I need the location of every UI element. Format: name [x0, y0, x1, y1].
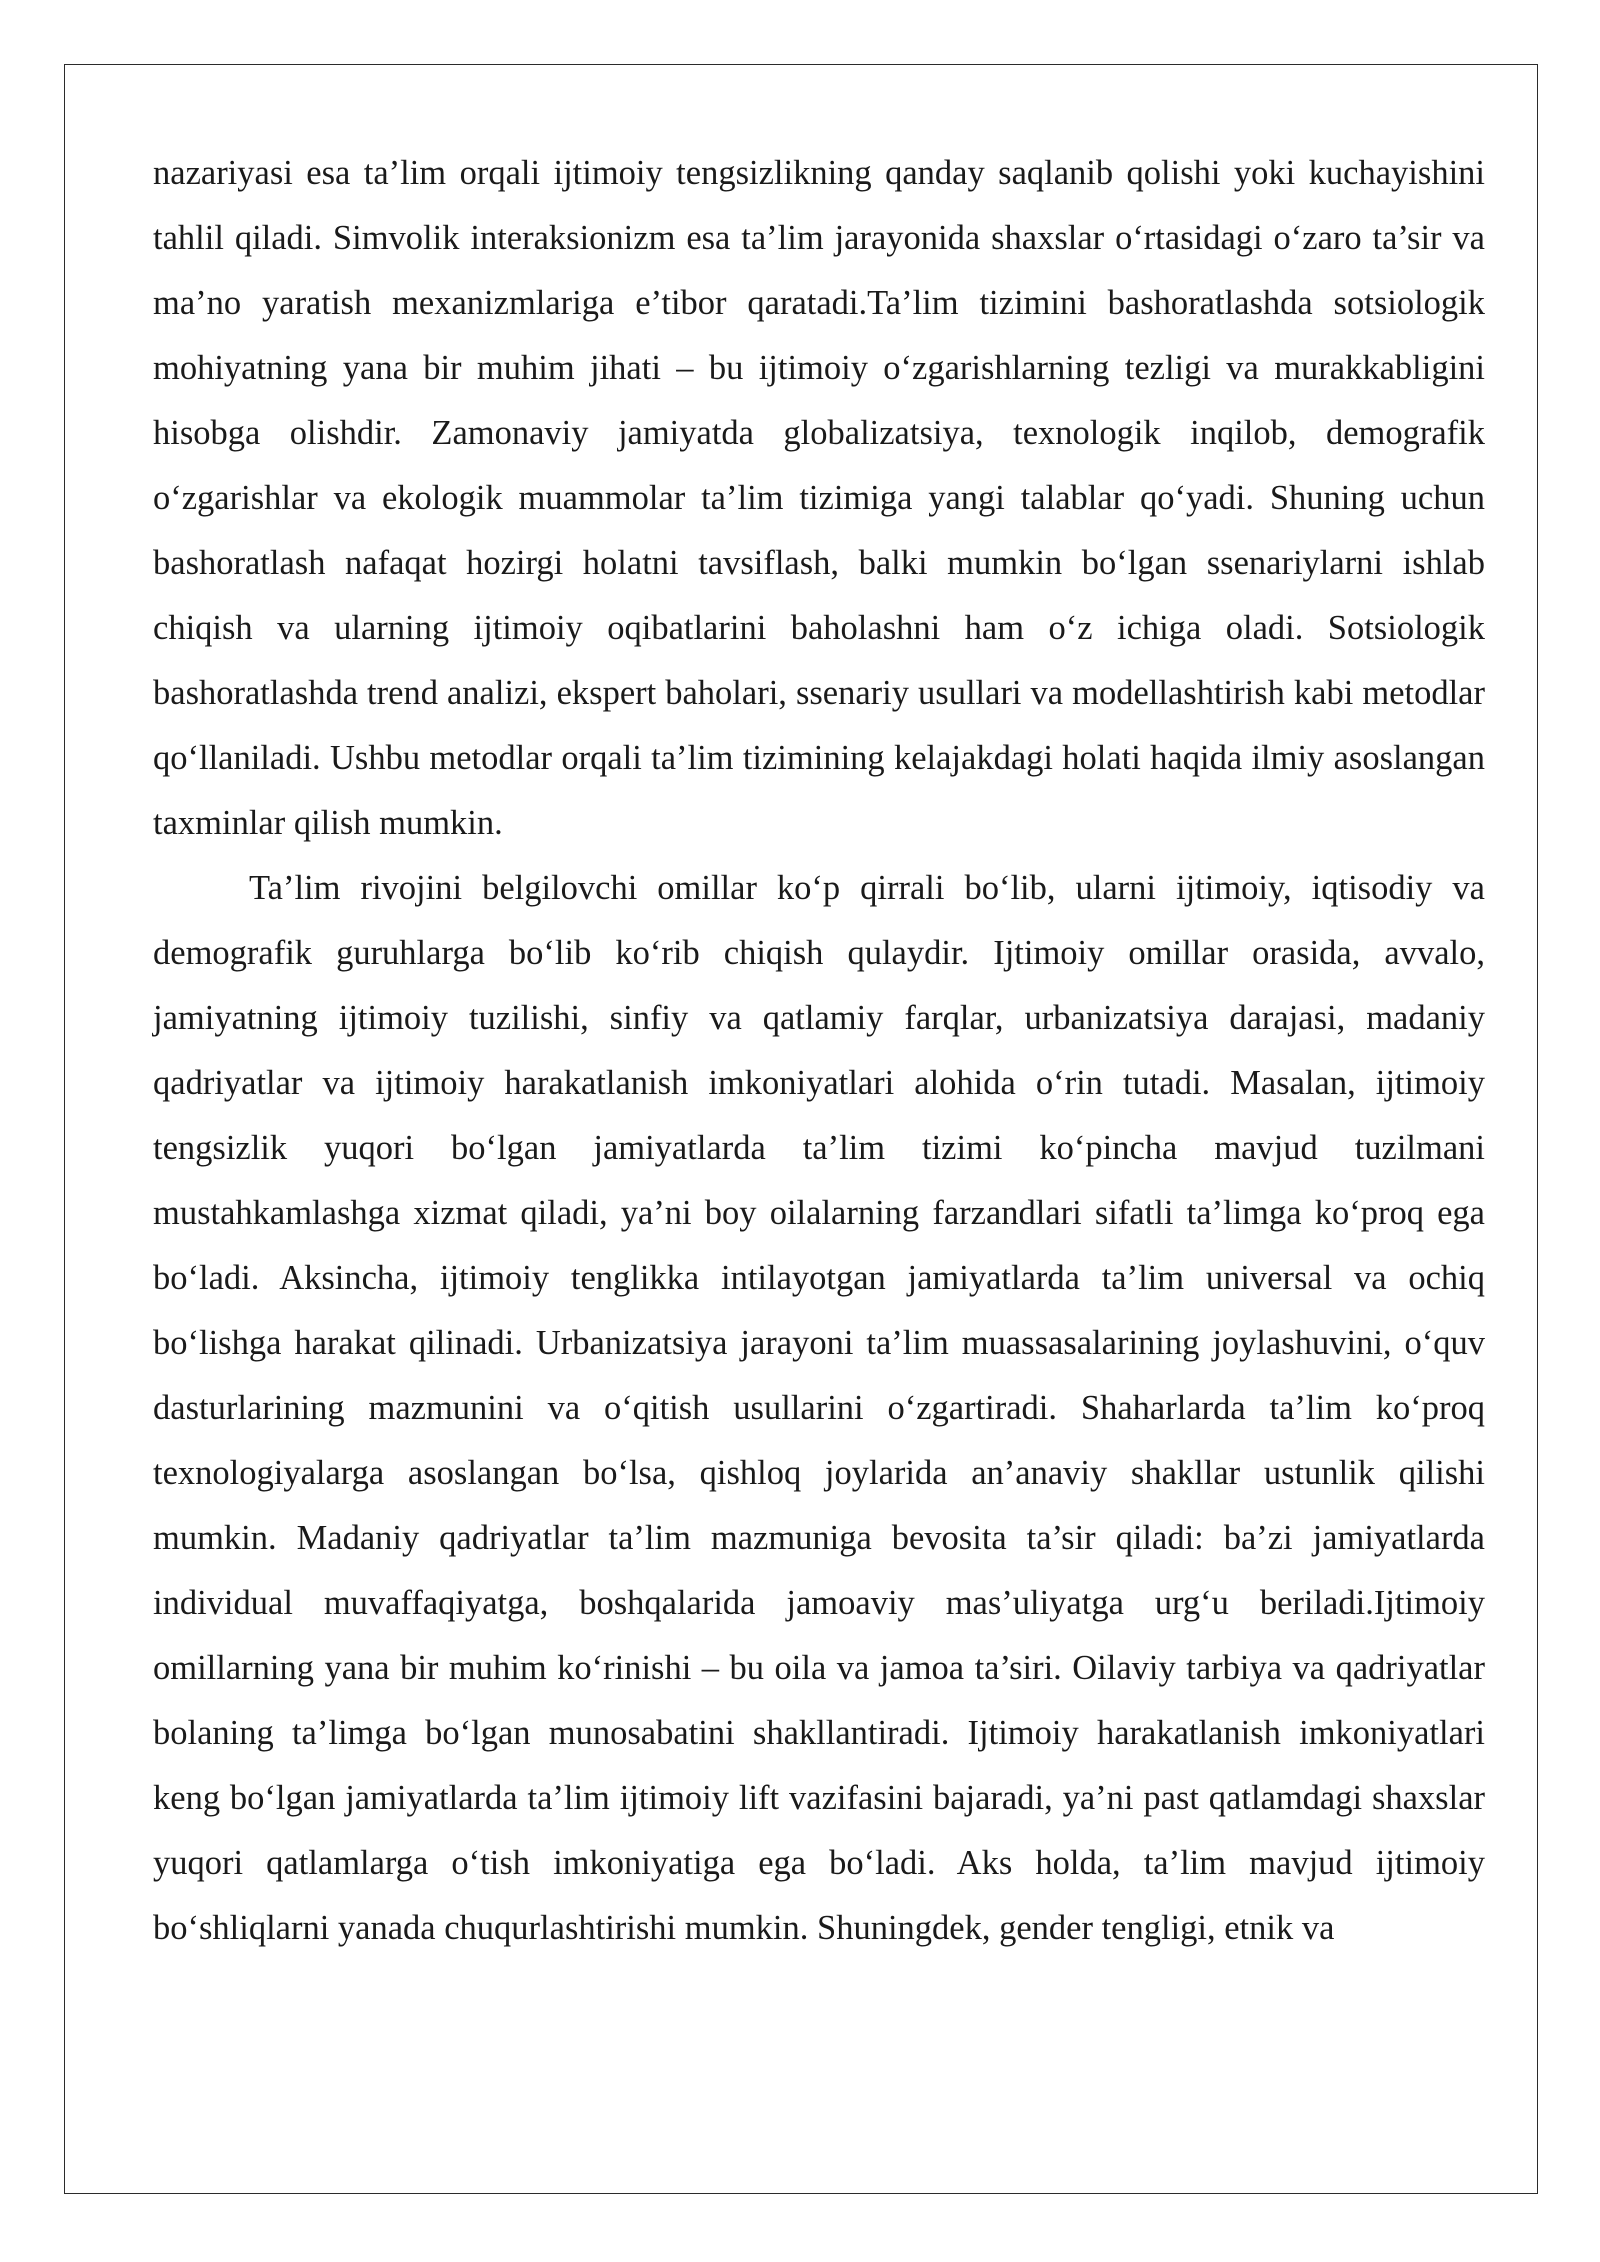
- paragraph-1: nazariyasi esa ta’lim orqali ijtimoiy tengsizlikning qanday saqlanib qolishi yoki kuchayishini tahlil qiladi. Simvolik interaksionizm esa ta’lim jarayonida shaxslar oʻrtasidagi oʻzaro ta’sir va ma’no yaratish mexanizmlariga e’tibor qaratadi.Ta’lim tizimini bashoratlashda sotsiologik mohiyatning yana bir muhim jihati – bu ijtimoiy oʻzgarishlarning tezligi va murakkabligini hisobga olishdir. Zamonaviy jamiyatda globalizatsiya, texnologik inqilob, demografik oʻzgarishlar va ekologik muammolar ta’lim tizimiga yangi talablar qoʻyadi. Shuning uchun bashoratlash nafaqat hozirgi holatni tavsiflash, balki mumkin boʻlgan ssenariylarni ishlab chiqish va ularning ijtimoiy oqibatlarini baholashni ham oʻz ichiga oladi. Sotsiologik bashoratlashda trend analizi, ekspert baholari, ssenariy usullari va modellashtirish kabi metodlar qoʻllaniladi. Ushbu metodlar orqali ta’lim tizimining kelajakdagi holati haqida ilmiy asoslangan taxminlar qilish mumkin.: [153, 154, 1485, 842]
- paragraph-2: Ta’lim rivojini belgilovchi omillar koʻp qirrali boʻlib, ularni ijtimoiy, iqtisodiy va demografik guruhlarga boʻlib koʻrib chiqish qulaydir. Ijtimoiy omillar orasida, avvalo, jamiyatning ijtimoiy tuzilishi, sinfiy va qatlamiy farqlar, urbanizatsiya darajasi, madaniy qadriyatlar va ijtimoiy harakatlanish imkoniyatlari alohida oʻrin tutadi. Masalan, ijtimoiy tengsizlik yuqori boʻlgan jamiyatlarda ta’lim tizimi koʻpincha mavjud tuzilmani mustahkamlashga xizmat qiladi, ya’ni boy oilalarning farzandlari sifatli ta’limga koʻproq ega boʻladi. Aksincha, ijtimoiy tenglikka intilayotgan jamiyatlarda ta’lim universal va ochiq boʻlishga harakat qilinadi. Urbanizatsiya jarayoni ta’lim muassasalarining joylashuvini, oʻquv dasturlarining mazmunini va oʻqitish usullarini oʻzgartiradi. Shaharlarda ta’lim koʻproq texnologiyalarga asoslangan boʻlsa, qishloq joylarida an’anaviy shakllar ustunlik qilishi mumkin. Madaniy qadriyatlar ta’lim mazmuniga bevosita ta’sir qiladi: ba’zi jamiyatlarda individual muvaffaqiyatga, boshqalarida jamoaviy mas’uliyatga urgʻu beriladi.Ijtimoiy omillarning yana bir muhim koʻrinishi – bu oila va jamoa ta’siri. Oilaviy tarbiya va qadriyatlar bolaning ta’limga boʻlgan munosabatini shakllantiradi. Ijtimoiy harakatlanish imkoniyatlari keng boʻlgan jamiyatlarda ta’lim ijtimoiy lift vazifasini bajaradi, ya’ni past qatlamdagi shaxslar yuqori qatlamlarga oʻtish imkoniyatiga ega boʻladi. Aks holda, ta’lim mavjud ijtimoiy boʻshliqlarni yanada chuqurlashtirishi mumkin. Shuningdek, gender tengligi, etnik va: [153, 869, 1485, 1947]
- document-body: [153, 141, 1485, 1961]
